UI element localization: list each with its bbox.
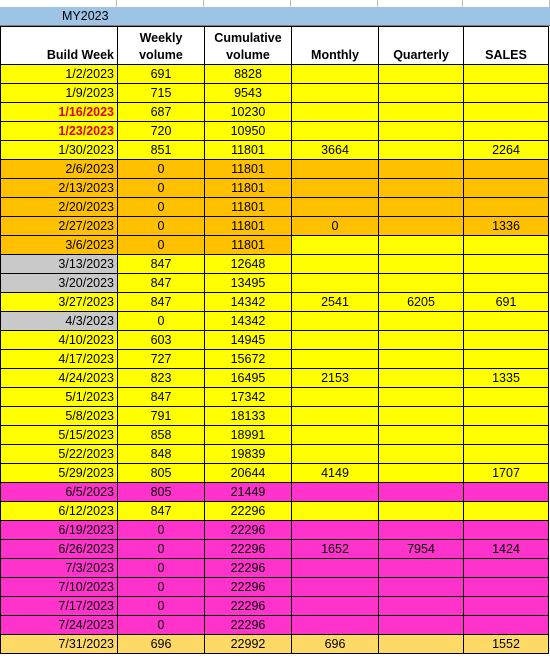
cell-monthly[interactable]: 696 [292,635,379,654]
cell-build-week[interactable]: 3/6/2023 [1,236,118,255]
cell-monthly[interactable] [292,426,379,445]
table-row [1,122,549,141]
cell-sales[interactable] [464,84,549,103]
cell-monthly[interactable] [292,255,379,274]
cell-cumulative-volume[interactable]: 11801 [205,160,292,179]
cell-build-week[interactable]: 1/30/2023 [1,141,118,160]
cell-build-week[interactable]: 1/2/2023 [1,65,118,84]
cell-quarterly[interactable]: 6205 [379,293,464,312]
cell-weekly-volume[interactable]: 715 [118,84,205,103]
cell-sales[interactable] [464,502,549,521]
cell-monthly[interactable] [292,236,379,255]
header-row [1,27,549,65]
cell-monthly[interactable] [292,103,379,122]
build-volume-table [0,26,549,654]
cell-sales[interactable]: 1336 [464,217,549,236]
cell-weekly-volume[interactable]: 727 [118,350,205,369]
cell-cumulative-volume[interactable]: 22296 [205,559,292,578]
cell-quarterly[interactable] [379,160,464,179]
cell-sales[interactable] [464,331,549,350]
cell-build-week[interactable]: 5/8/2023 [1,407,118,426]
cell-quarterly[interactable] [379,388,464,407]
cell-monthly[interactable]: 2153 [292,369,379,388]
cell-quarterly[interactable] [379,502,464,521]
cell-weekly-volume[interactable]: 0 [118,597,205,616]
cell-weekly-volume[interactable]: 0 [118,559,205,578]
cell-monthly[interactable] [292,122,379,141]
cell-sales[interactable]: 1424 [464,540,549,559]
table-row [1,559,549,578]
table-row [1,84,549,103]
cell-quarterly[interactable] [379,141,464,160]
cell-build-week[interactable]: 5/22/2023 [1,445,118,464]
header-monthly[interactable]: Monthly [292,27,379,65]
cell-sales[interactable]: 2264 [464,141,549,160]
cell-cumulative-volume[interactable]: 8828 [205,65,292,84]
cell-monthly[interactable]: 4149 [292,464,379,483]
table-row [1,369,549,388]
cell-monthly[interactable] [292,274,379,293]
table-row [1,445,549,464]
cell-monthly[interactable] [292,388,379,407]
table-row [1,293,549,312]
cell-quarterly[interactable] [379,274,464,293]
cell-build-week[interactable]: 7/24/2023 [1,616,118,635]
cell-monthly[interactable] [292,65,379,84]
cell-quarterly[interactable] [379,122,464,141]
cell-cumulative-volume[interactable]: 11801 [205,179,292,198]
cell-build-week[interactable]: 1/16/2023 [1,103,118,122]
cell-quarterly[interactable] [379,84,464,103]
cell-sales[interactable] [464,103,549,122]
cell-monthly[interactable]: 1652 [292,540,379,559]
cell-cumulative-volume[interactable]: 17342 [205,388,292,407]
cell-weekly-volume[interactable]: 0 [118,198,205,217]
header-cumulative-volume[interactable]: Cumulative volume [205,27,292,65]
cell-quarterly[interactable] [379,312,464,331]
table-row [1,464,549,483]
cell-quarterly[interactable] [379,407,464,426]
cell-monthly[interactable] [292,350,379,369]
cell-sales[interactable] [464,597,549,616]
sheet-title: MY2023 [62,9,109,23]
cell-build-week[interactable]: 3/13/2023 [1,255,118,274]
cell-quarterly[interactable] [379,559,464,578]
cell-cumulative-volume[interactable]: 22296 [205,502,292,521]
table-row [1,540,549,559]
cell-cumulative-volume[interactable]: 20644 [205,464,292,483]
cell-monthly[interactable] [292,502,379,521]
cell-sales[interactable] [464,445,549,464]
cell-cumulative-volume[interactable]: 12648 [205,255,292,274]
cell-cumulative-volume[interactable]: 9543 [205,84,292,103]
cell-quarterly[interactable] [379,198,464,217]
table-row [1,388,549,407]
cell-quarterly[interactable] [379,236,464,255]
cell-build-week[interactable]: 2/13/2023 [1,179,118,198]
cell-cumulative-volume[interactable]: 11801 [205,236,292,255]
cell-sales[interactable] [464,274,549,293]
cell-sales[interactable] [464,426,549,445]
cell-weekly-volume[interactable]: 0 [118,160,205,179]
header-sales[interactable]: SALES [464,27,549,65]
cell-quarterly[interactable] [379,255,464,274]
table-body [1,65,549,654]
cell-build-week[interactable]: 6/5/2023 [1,483,118,502]
cell-sales[interactable] [464,198,549,217]
cell-sales[interactable] [464,122,549,141]
cell-weekly-volume[interactable]: 720 [118,122,205,141]
cell-cumulative-volume[interactable]: 13495 [205,274,292,293]
table-row [1,502,549,521]
cell-sales[interactable] [464,559,549,578]
cell-monthly[interactable]: 3664 [292,141,379,160]
cell-quarterly[interactable] [379,578,464,597]
cell-weekly-volume[interactable]: 696 [118,635,205,654]
table-row [1,160,549,179]
table-row [1,236,549,255]
cell-monthly[interactable] [292,521,379,540]
table-row [1,616,549,635]
cell-quarterly[interactable] [379,65,464,84]
cell-cumulative-volume[interactable]: 22296 [205,521,292,540]
cell-sales[interactable] [464,312,549,331]
cell-sales[interactable] [464,350,549,369]
cell-cumulative-volume[interactable]: 11801 [205,198,292,217]
table-row [1,179,549,198]
cell-sales[interactable] [464,521,549,540]
cell-monthly[interactable] [292,616,379,635]
cell-build-week[interactable]: 7/10/2023 [1,578,118,597]
table-row [1,426,549,445]
cell-monthly[interactable] [292,559,379,578]
cell-weekly-volume[interactable]: 0 [118,521,205,540]
cell-cumulative-volume[interactable]: 22296 [205,578,292,597]
cell-cumulative-volume[interactable]: 16495 [205,369,292,388]
cell-build-week[interactable]: 5/15/2023 [1,426,118,445]
cell-build-week[interactable]: 4/3/2023 [1,312,118,331]
cell-weekly-volume[interactable]: 603 [118,331,205,350]
cell-weekly-volume[interactable]: 791 [118,407,205,426]
cell-quarterly[interactable] [379,445,464,464]
cell-weekly-volume[interactable]: 0 [118,179,205,198]
cell-cumulative-volume[interactable]: 10230 [205,103,292,122]
cell-build-week[interactable]: 1/23/2023 [1,122,118,141]
cell-cumulative-volume[interactable]: 11801 [205,141,292,160]
cell-sales[interactable] [464,388,549,407]
cell-weekly-volume[interactable]: 851 [118,141,205,160]
cell-weekly-volume[interactable]: 847 [118,255,205,274]
cell-weekly-volume[interactable]: 847 [118,502,205,521]
cell-sales[interactable] [464,407,549,426]
cell-build-week[interactable]: 5/29/2023 [1,464,118,483]
cell-weekly-volume[interactable]: 0 [118,217,205,236]
table-row [1,521,549,540]
cell-quarterly[interactable] [379,179,464,198]
cell-cumulative-volume[interactable]: 14342 [205,312,292,331]
cell-weekly-volume[interactable]: 805 [118,464,205,483]
cell-sales[interactable] [464,160,549,179]
cell-build-week[interactable]: 1/9/2023 [1,84,118,103]
cell-build-week[interactable]: 6/19/2023 [1,521,118,540]
cell-quarterly[interactable] [379,616,464,635]
table-row [1,217,549,236]
cell-weekly-volume[interactable]: 687 [118,103,205,122]
cell-sales[interactable]: 1707 [464,464,549,483]
cell-build-week[interactable]: 5/1/2023 [1,388,118,407]
cell-monthly[interactable] [292,84,379,103]
header-quarterly[interactable]: Quarterly [379,27,464,65]
cell-quarterly[interactable] [379,597,464,616]
table-row [1,312,549,331]
table-row [1,635,549,654]
cell-monthly[interactable] [292,597,379,616]
cell-cumulative-volume[interactable]: 18133 [205,407,292,426]
cell-weekly-volume[interactable]: 847 [118,293,205,312]
cell-weekly-volume[interactable]: 0 [118,578,205,597]
cell-cumulative-volume[interactable]: 22992 [205,635,292,654]
cell-quarterly[interactable] [379,464,464,483]
cell-cumulative-volume[interactable]: 22296 [205,540,292,559]
cell-sales[interactable] [464,236,549,255]
cell-quarterly[interactable] [379,217,464,236]
cell-weekly-volume[interactable]: 848 [118,445,205,464]
cell-monthly[interactable] [292,445,379,464]
cell-cumulative-volume[interactable]: 22296 [205,597,292,616]
cell-cumulative-volume[interactable]: 11801 [205,217,292,236]
cell-build-week[interactable]: 3/20/2023 [1,274,118,293]
sheet-title-row[interactable] [0,7,550,26]
cell-weekly-volume[interactable]: 0 [118,312,205,331]
header-build-week[interactable]: Build Week [1,27,118,65]
cell-monthly[interactable] [292,198,379,217]
table-row [1,255,549,274]
cell-weekly-volume[interactable]: 823 [118,369,205,388]
cell-weekly-volume[interactable]: 0 [118,616,205,635]
cell-weekly-volume[interactable]: 0 [118,540,205,559]
cell-monthly[interactable] [292,407,379,426]
cell-sales[interactable] [464,179,549,198]
cell-quarterly[interactable]: 7954 [379,540,464,559]
cell-build-week[interactable]: 4/10/2023 [1,331,118,350]
cell-monthly[interactable] [292,483,379,502]
table-row [1,141,549,160]
cell-sales[interactable]: 1552 [464,635,549,654]
cell-cumulative-volume[interactable]: 22296 [205,616,292,635]
cell-build-week[interactable]: 7/17/2023 [1,597,118,616]
cell-weekly-volume[interactable]: 0 [118,236,205,255]
cell-weekly-volume[interactable]: 858 [118,426,205,445]
cell-sales[interactable] [464,616,549,635]
cell-cumulative-volume[interactable]: 14945 [205,331,292,350]
table-row [1,407,549,426]
table-row [1,483,549,502]
cell-build-week[interactable]: 2/6/2023 [1,160,118,179]
cell-quarterly[interactable] [379,331,464,350]
cell-weekly-volume[interactable]: 847 [118,388,205,407]
cell-quarterly[interactable] [379,483,464,502]
cell-sales[interactable] [464,255,549,274]
cell-build-week[interactable]: 2/27/2023 [1,217,118,236]
cell-cumulative-volume[interactable]: 18991 [205,426,292,445]
cell-build-week[interactable]: 7/31/2023 [1,635,118,654]
cell-quarterly[interactable] [379,521,464,540]
cell-build-week[interactable]: 7/3/2023 [1,559,118,578]
cell-quarterly[interactable] [379,103,464,122]
cell-build-week[interactable]: 6/12/2023 [1,502,118,521]
cell-sales[interactable] [464,578,549,597]
cell-monthly[interactable] [292,331,379,350]
cell-monthly[interactable]: 2541 [292,293,379,312]
cell-cumulative-volume[interactable]: 10950 [205,122,292,141]
cell-monthly[interactable] [292,160,379,179]
cell-cumulative-volume[interactable]: 21449 [205,483,292,502]
table-row [1,198,549,217]
cell-build-week[interactable]: 2/20/2023 [1,198,118,217]
cell-sales[interactable] [464,65,549,84]
cell-cumulative-volume[interactable]: 15672 [205,350,292,369]
cell-monthly[interactable] [292,179,379,198]
table-row [1,274,549,293]
cell-monthly[interactable] [292,578,379,597]
table-row [1,350,549,369]
cell-build-week[interactable]: 4/24/2023 [1,369,118,388]
cell-weekly-volume[interactable]: 805 [118,483,205,502]
header-weekly-volume[interactable]: Weekly volume [118,27,205,65]
cell-build-week[interactable]: 6/26/2023 [1,540,118,559]
cell-quarterly[interactable] [379,350,464,369]
table-row [1,331,549,350]
cell-cumulative-volume[interactable]: 14342 [205,293,292,312]
cell-monthly[interactable] [292,312,379,331]
table-row [1,597,549,616]
cell-quarterly[interactable] [379,426,464,445]
cell-sales[interactable] [464,483,549,502]
cell-build-week[interactable]: 4/17/2023 [1,350,118,369]
cell-sales[interactable]: 1335 [464,369,549,388]
cell-monthly[interactable]: 0 [292,217,379,236]
cell-sales[interactable]: 691 [464,293,549,312]
table-row [1,65,549,84]
cell-build-week[interactable]: 3/27/2023 [1,293,118,312]
cell-quarterly[interactable] [379,369,464,388]
cell-cumulative-volume[interactable]: 19839 [205,445,292,464]
cell-weekly-volume[interactable]: 691 [118,65,205,84]
table-row [1,578,549,597]
table-row [1,103,549,122]
cell-quarterly[interactable] [379,635,464,654]
cell-weekly-volume[interactable]: 847 [118,274,205,293]
